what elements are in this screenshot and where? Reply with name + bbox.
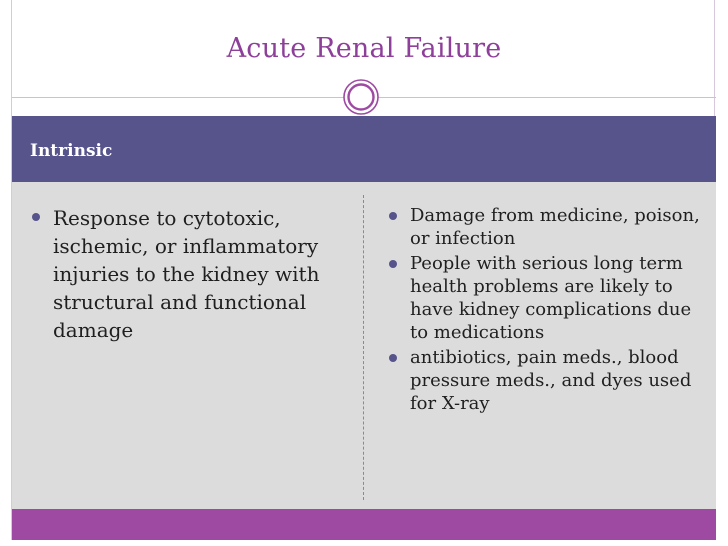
double-circle-icon bbox=[343, 79, 379, 115]
list-item-text: Response to cytotoxic, ischemic, or inflammatory injuries to the kidney with structural and functional damage bbox=[53, 206, 320, 342]
left-bullet-list bbox=[32, 204, 332, 344]
list-item bbox=[389, 204, 709, 250]
bullet-icon bbox=[32, 213, 40, 221]
list-item-text: Damage from medicine, poison, or infection bbox=[410, 205, 700, 249]
right-column bbox=[389, 204, 709, 417]
right-bullet-list bbox=[389, 204, 709, 415]
bullet-icon bbox=[389, 260, 397, 268]
header-band bbox=[12, 116, 716, 182]
bullet-icon bbox=[389, 354, 397, 362]
list-item bbox=[32, 204, 332, 344]
list-item-text: People with serious long term health problems are likely to have kidney complications due to medications bbox=[410, 253, 692, 343]
section-heading: Intrinsic bbox=[30, 141, 113, 161]
footer-band bbox=[12, 509, 716, 540]
bullet-icon bbox=[389, 212, 397, 220]
left-column bbox=[32, 204, 332, 344]
list-item bbox=[389, 252, 709, 344]
list-item-text: antibiotics, pain meds., blood pressure meds., and dyes used for X-ray bbox=[410, 347, 692, 414]
column-divider bbox=[363, 195, 364, 500]
slide-title: Acute Renal Failure bbox=[226, 33, 502, 64]
list-item bbox=[389, 346, 709, 415]
